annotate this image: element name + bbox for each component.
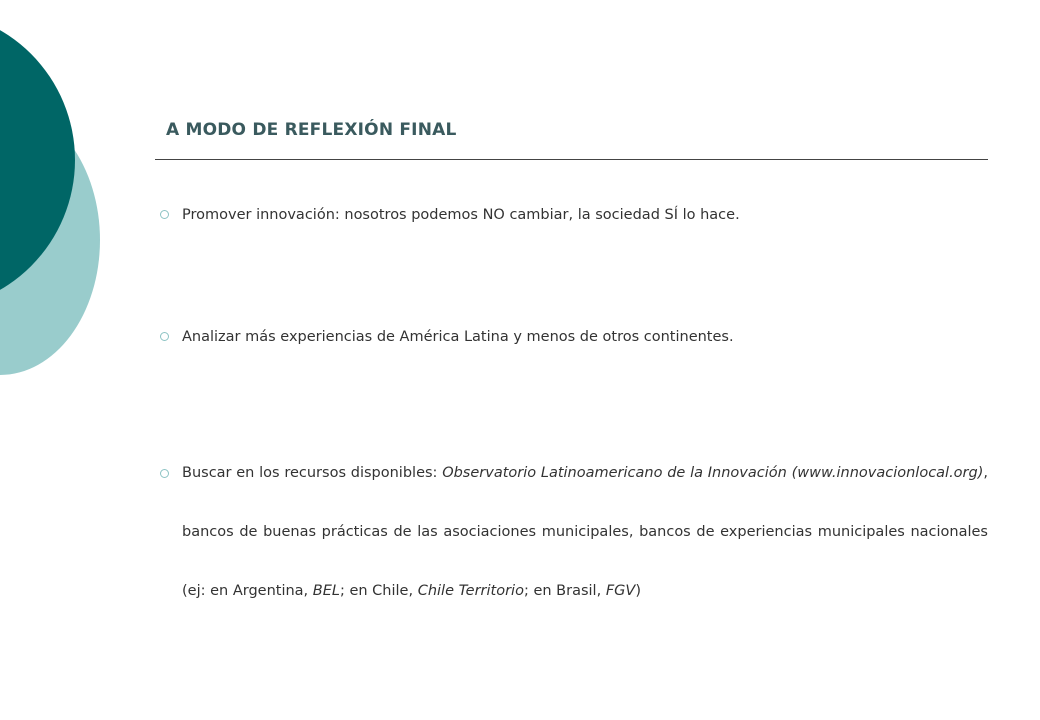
observatory-name: Observatorio Latinoamericano de la Innovación (www.innovacionlocal.org) [442,465,984,481]
bullet-circle-icon [160,332,169,341]
bullet-item-resources [160,444,988,621]
bullet-item-latin-america [160,322,988,352]
decorative-circles [0,0,120,400]
fgv-name: FGV [605,583,636,599]
bullet-text-part: , bancos de buenas prácticas de las asociaciones municipales, bancos de experiencias municipales nacionales (ej: en Argentina, [182,465,988,599]
bullet-circle-icon [160,469,169,478]
bullet-text-part: ; en Chile, [339,583,418,599]
bullet-circle-icon [160,210,169,219]
chile-territorio-name: Chile Territorio [417,583,524,599]
slide-title: A MODO DE REFLEXIÓN FINAL [166,120,457,140]
bullet-text-part: ; en Brasil, [523,583,606,599]
bullet-text: Promover innovación: nosotros podemos NO cambiar, la sociedad SÍ lo hace. [182,207,740,223]
bel-name: BEL [312,583,340,599]
title-divider [155,159,988,160]
bullet-item-innovation [160,200,988,230]
bullet-text-part: Buscar en los recursos disponibles: [182,465,443,481]
bullet-text: Analizar más experiencias de América Latina y menos de otros continentes. [182,329,734,345]
bullet-text-part: ) [635,583,641,599]
